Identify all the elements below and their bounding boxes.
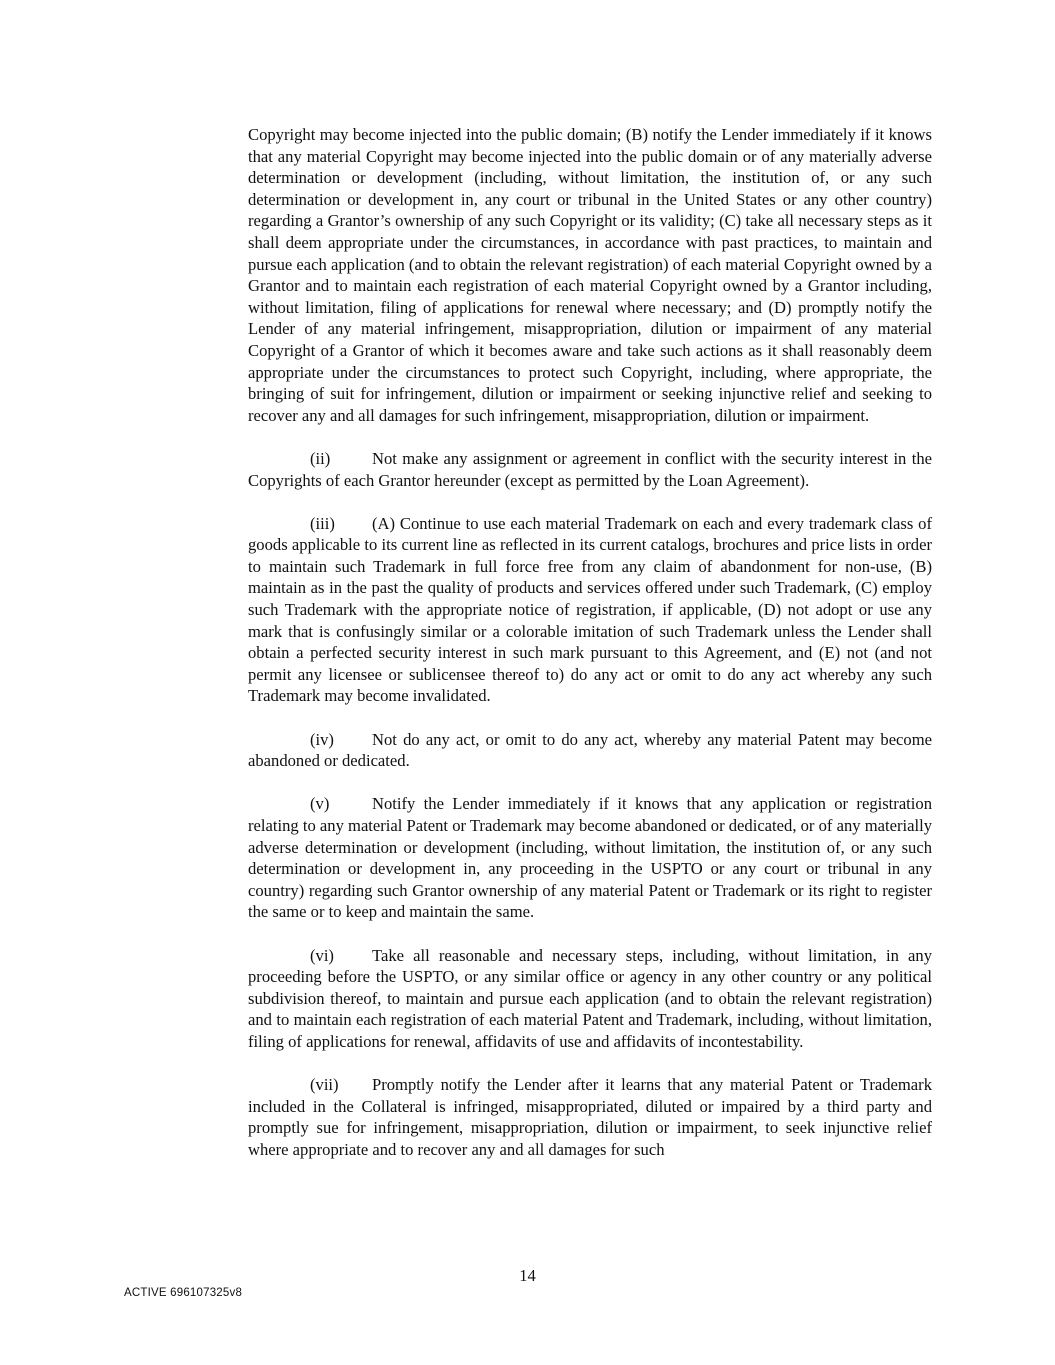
item-text: Notify the Lender immediately if it knows that any application or registration relating to any material Patent or Trademark may become abandoned or dedicated, or of any materially adverse determination or development (including, without limitation, the institution of, or any such determination or development in, any proceeding in the USPTO or any court or tribunal in any country) regarding such Grantor ownership of any material Patent or Trademark or its right to register the same or to keep and maintain the same. xyxy=(248,794,932,922)
list-item xyxy=(248,793,932,923)
item-number: (ii) xyxy=(310,448,331,468)
list-item xyxy=(248,729,932,772)
item-text: Not do any act, or omit to do any act, whereby any material Patent may become abandoned or dedicated. xyxy=(248,729,932,771)
list-item xyxy=(248,945,932,1053)
item-number: (iv) xyxy=(310,729,334,749)
item-number: (iii) xyxy=(310,513,335,533)
list-item xyxy=(248,513,932,707)
item-text: Take all reasonable and necessary steps, including, without limitation, in any proceeding before the USPTO, or any similar office or agency in any other country or any political subdivision thereof, to maintain and pursue each application (and to obtain the relevant registration) and to maintain each registration of each material Patent and Trademark, including, without limitation, filing of applications for renewal, affidavits of use and affidavits of incontestability. xyxy=(248,945,932,1051)
document-id-footer: ACTIVE 696107325v8 xyxy=(124,1287,243,1299)
item-number: (vii) xyxy=(310,1075,339,1095)
item-text: Not make any assignment or agreement in conflict with the security interest in the Copyrights of each Grantor hereunder (except as permitted by the Loan Agreement). xyxy=(248,448,932,490)
list-item xyxy=(248,1074,932,1160)
list-item xyxy=(248,448,932,491)
document-body xyxy=(248,124,932,1182)
item-text: (A) Continue to use each material Trademark on each and every trademark class of goods applicable to its current line as reflected in its current catalogs, brochures and price lists in order to maintain such Trademark in full force free from any claim of abandonment for non-use, (B) maintain as in the past the quality of products and services offered under such Trademark, (C) employ such Trademark with the appropriate notice of registration, if applicable, (D) not adopt or use any mark that is confusingly similar or a colorable imitation of such Trademark unless the Lender shall obtain a perfected security interest in such mark pursuant to this Agreement, and (E) not (and not permit any licensee or sublicensee thereof to) do any act or omit to do any act whereby any such Trademark may become invalidated. xyxy=(248,513,932,706)
item-number: (vi) xyxy=(310,945,334,965)
continuation-paragraph: Copyright may become injected into the public domain; (B) notify the Lender immediately if it knows that any material Copyright may become injected into the public domain or of any materially adverse determination or development (including, without limitation, the institution of, or any such determination or development in, any court or tribunal in the United States or any other country) regarding a Grantor’s ownership of any such Copyright or its validity; (C) take all necessary steps as it shall deem appropriate under the circumstances, in accordance with past practices, to maintain and pursue each application (and to obtain the relevant registration) of each material Copyright owned by a Grantor and to maintain each registration of each material Copyright owned by a Grantor including, without limitation, filing of applications for renewal where necessary; and (D) promptly notify the Lender of any material infringement, misappropriation, dilution or impairment of any material Copyright of a Grantor of which it becomes aware and take such actions as it shall reasonably deem appropriate under the circumstances to protect such Copyright, including, where appropriate, the bringing of suit for infringement, dilution or impairment or seeking injunctive relief and seeking to recover any and all damages for such infringement, misappropriation, dilution or impairment. xyxy=(248,125,932,425)
page-number: 14 xyxy=(519,1266,536,1285)
item-text: Promptly notify the Lender after it learns that any material Patent or Trademark included in the Collateral is infringed, misappropriated, diluted or impaired by a third party and promptly sue for infringement, misappropriation, dilution or impairment, to seek injunctive relief where appropriate and to recover any and all damages for such xyxy=(248,1075,932,1159)
item-number: (v) xyxy=(310,794,330,814)
